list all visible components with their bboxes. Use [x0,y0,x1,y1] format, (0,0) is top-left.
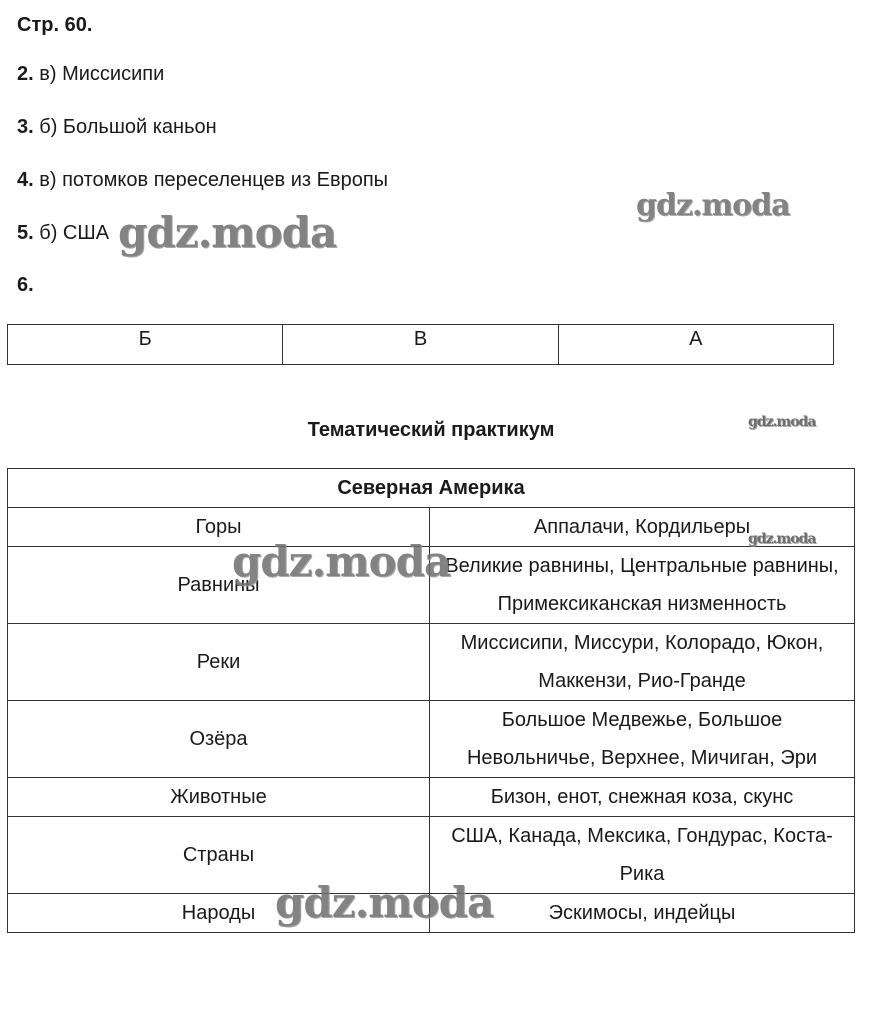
watermark: gdz.moda [748,531,816,547]
row-value: Большое Медвежье, Большое Невольничье, Верхнее, Мичиган, Эри [430,701,855,778]
table-header-row [8,469,855,508]
answer-number: 2. [17,63,34,85]
practicum-table [7,468,855,933]
page-heading: Стр. 60. [17,14,93,36]
table-row [8,547,855,624]
row-value: Эскимосы, индейцы [430,894,855,933]
table-row [8,624,855,701]
row-label: Страны [8,817,430,894]
table-row [8,894,855,933]
table-row [8,778,855,817]
table-cell: В [283,325,558,365]
row-value: США, Канада, Мексика, Гондурас, Коста-Рика [430,817,855,894]
answer-text: б) США [39,222,110,244]
row-label: Озёра [8,701,430,778]
answer-text: в) потомков переселенцев из Европы [39,169,389,191]
answer-number: 5. [17,222,34,244]
row-value: Великие равнины, Центральные равнины, Примексиканская низменность [430,547,855,624]
answer-6 [17,273,34,297]
answer-number: 3. [17,116,34,138]
table-cell: Б [8,325,283,365]
answer-text: в) Миссисипи [39,63,165,85]
table-cell: А [558,325,833,365]
table-row [8,817,855,894]
task6-table [7,324,834,365]
answer-2 [17,62,164,86]
answer-number: 6. [17,274,34,296]
answer-5 [17,221,109,245]
answer-text: б) Большой каньон [39,116,217,138]
table-row [8,701,855,778]
row-label: Народы [8,894,430,933]
watermark: gdz.moda [118,208,337,257]
watermark: gdz.moda [636,188,790,223]
row-label: Животные [8,778,430,817]
row-label: Равнины [8,547,430,624]
watermark: gdz.moda [275,878,494,927]
answer-3 [17,115,217,139]
watermark: gdz.moda [748,414,816,430]
row-value: Миссисипи, Миссури, Колорадо, Юкон, Маккензи, Рио-Гранде [430,624,855,701]
table-header: Северная Америка [8,469,855,508]
row-value: Аппалачи, Кордильеры [430,508,855,547]
watermark: gdz.moda [232,537,451,586]
table-row [8,508,855,547]
row-value: Бизон, енот, снежная коза, скунс [430,778,855,817]
row-label: Реки [8,624,430,701]
answer-number: 4. [17,169,34,191]
row-label: Горы [8,508,430,547]
answer-4 [17,168,388,192]
section-title: Тематический практикум [307,419,555,441]
table-row [8,325,834,365]
